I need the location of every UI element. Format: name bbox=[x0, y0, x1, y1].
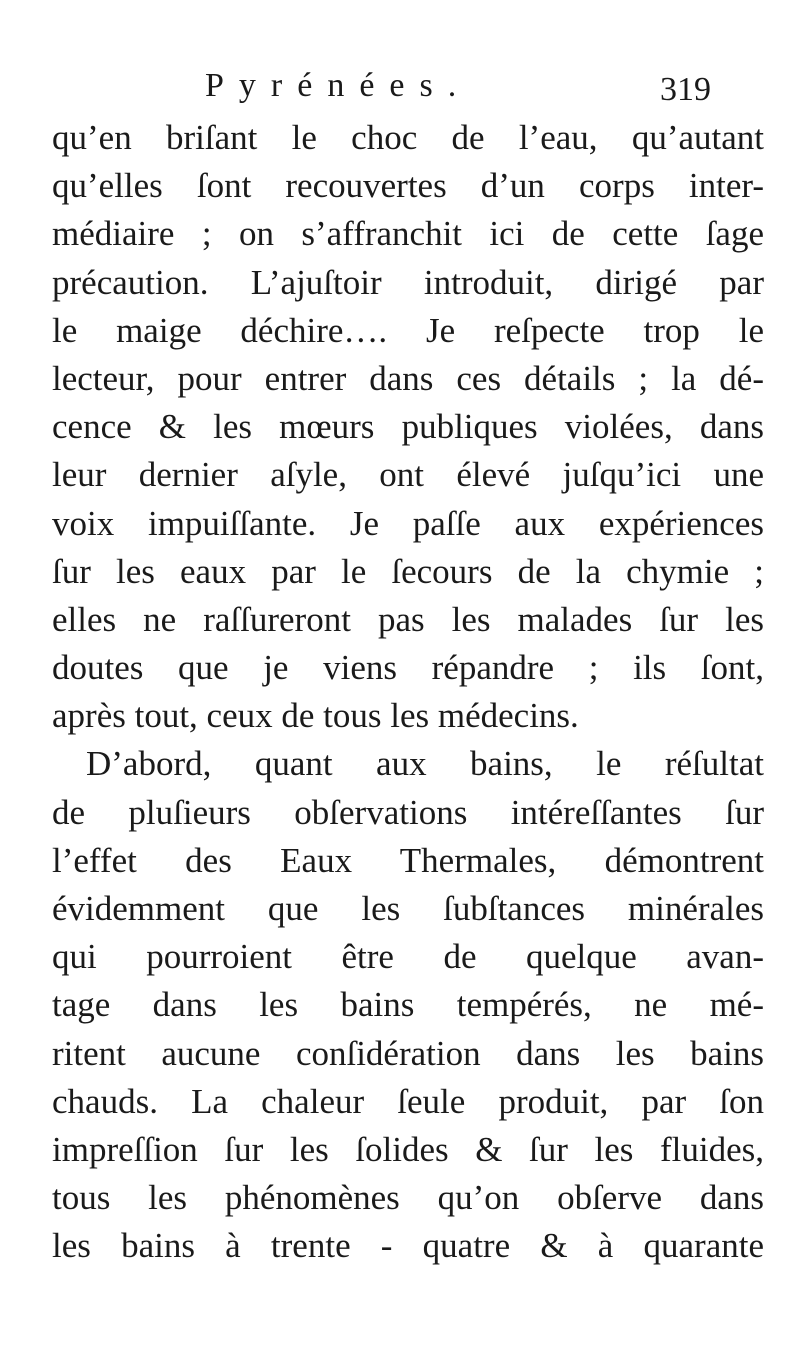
text-line: après tout, ceux de tous les médecins. bbox=[52, 696, 579, 736]
text-line: évidemment que les ſubſtances minérales bbox=[52, 889, 764, 928]
text-line: cence & les mœurs publiques violées, dans bbox=[52, 407, 764, 447]
text-line: le maige déchire…. Je reſpecte trop le bbox=[52, 310, 764, 350]
text-line: les bains à trente - quatre & à quarante bbox=[52, 1226, 764, 1266]
text-line: lecteur, pour entrer dans ces détails ; la dé- bbox=[52, 358, 764, 398]
text-line: chauds. La chaleur ſeule produit, par ſon bbox=[52, 1081, 764, 1121]
text-line: voix impuiſſante. Je paſſe aux expériences bbox=[52, 503, 764, 543]
text-line: l’effet des Eaux Thermales, démontrent bbox=[52, 840, 764, 880]
text-line: leur dernier aſyle, ont élevé juſqu’ici une bbox=[52, 455, 764, 495]
body-text bbox=[52, 114, 764, 1271]
text-line: ritent aucune conſidération dans les bains bbox=[52, 1033, 764, 1073]
text-line: elles ne raſſureront pas les malades ſur les bbox=[52, 599, 764, 639]
text-line: précaution. L’ajuſtoir introduit, dirigé par bbox=[52, 262, 764, 302]
page-number: 319 bbox=[660, 71, 711, 108]
text-line: impreſſion ſur les ſolides & ſur les fluides, bbox=[52, 1129, 764, 1169]
running-title: Pyrénées. bbox=[205, 67, 472, 104]
text-line: doutes que je viens répandre ; ils ſont, bbox=[52, 648, 764, 688]
text-line: de pluſieurs obſervations intéreſſantes ſur bbox=[52, 792, 764, 832]
page-header bbox=[0, 66, 801, 116]
text-line: qu’en briſant le choc de l’eau, qu’autant bbox=[52, 118, 764, 157]
text-line: ſur les eaux par le ſecours de la chymie ; bbox=[52, 551, 764, 591]
text-line: tage dans les bains tempérés, ne mé- bbox=[52, 985, 764, 1025]
text-line: qui pourroient être de quelque avan- bbox=[52, 937, 764, 977]
text-line: D’abord, quant aux bains, le réſultat bbox=[86, 744, 764, 784]
text-line: tous les phénomènes qu’on obſerve dans bbox=[52, 1178, 764, 1218]
text-line: qu’elles ſont recouvertes d’un corps inter- bbox=[52, 166, 764, 206]
text-line: médiaire ; on s’affranchit ici de cette ſage bbox=[52, 214, 764, 254]
